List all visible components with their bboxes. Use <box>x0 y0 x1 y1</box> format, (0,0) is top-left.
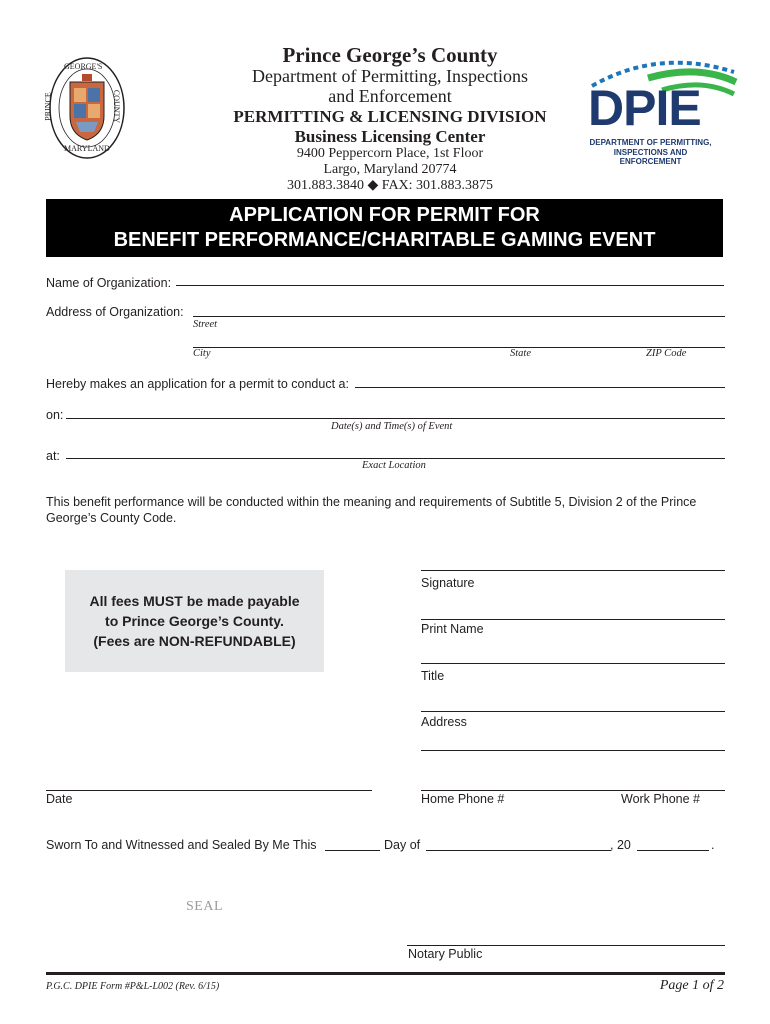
form-title-line-2: BENEFIT PERFORMANCE/CHARITABLE GAMING EVENT <box>113 229 656 251</box>
address-line-1: 9400 Peppercorn Place, 1st Floor <box>296 146 484 161</box>
division-name: PERMITTING & LICENSING DIVISION <box>233 107 547 126</box>
notary-field[interactable] <box>407 945 725 946</box>
sworn-month-field[interactable] <box>426 850 611 851</box>
home-phone-label: Home Phone # <box>421 792 505 806</box>
city-caption: City <box>193 348 211 359</box>
address-line-2: Largo, Maryland 20774 <box>323 162 457 177</box>
street-field[interactable] <box>193 316 725 317</box>
center-name: Business Licensing Center <box>294 127 486 146</box>
seal-right-text: COUNTY <box>112 89 122 124</box>
organization-address-label: Address of Organization: <box>46 305 184 319</box>
county-name: Prince George’s County <box>282 43 498 67</box>
logo-tagline-1: DEPARTMENT OF PERMITTING, <box>589 138 712 147</box>
form-id: P.G.C. DPIE Form #P&L-L002 (Rev. 6/15) <box>46 981 220 992</box>
footer-rule <box>46 972 725 975</box>
address-field-2[interactable] <box>421 750 725 751</box>
zip-caption: ZIP Code <box>646 348 687 359</box>
county-seal <box>43 56 126 160</box>
sworn-text-4: . <box>711 838 715 852</box>
notary-label: Notary Public <box>408 947 483 961</box>
seal-bottom-text: MARYLAND <box>64 144 110 153</box>
sworn-text-1: Sworn To and Witnessed and Sealed By Me This <box>46 838 317 852</box>
logo-tagline-2: INSPECTIONS AND ENFORCEMENT <box>613 148 688 166</box>
signature-label: Signature <box>421 576 475 590</box>
form-title <box>46 199 723 257</box>
location-caption: Exact Location <box>362 460 426 471</box>
department-name <box>190 66 590 106</box>
logo-mark: DPIE <box>588 80 701 136</box>
fees-line-3: (Fees are NON-REFUNDABLE) <box>93 633 296 649</box>
sworn-year-field[interactable] <box>637 850 709 851</box>
date-time-caption: Date(s) and Time(s) of Event <box>331 421 453 432</box>
date-field[interactable] <box>46 790 372 791</box>
signature-field[interactable] <box>421 570 725 571</box>
fees-line-1: All fees MUST be made payable <box>89 593 300 609</box>
office-address <box>190 146 590 194</box>
page-number: Page 1 of 2 <box>659 978 724 993</box>
application-label: Hereby makes an application for a permit to conduct a: <box>46 377 349 391</box>
department-line-2: and Enforcement <box>328 86 452 106</box>
address-field[interactable] <box>421 711 725 712</box>
fees-line-2: to Prince George’s County. <box>105 613 284 629</box>
statement-line-1: This benefit performance will be conducted within the meaning and requirements of Subtitle 5, Division 2 of the Prince <box>46 495 697 509</box>
phone-fax: 301.883.3840 ◆ FAX: 301.883.3875 <box>286 178 494 193</box>
date-label: Date <box>46 792 73 806</box>
statement-line-2: George’s County Code. <box>46 511 177 525</box>
at-label: at: <box>46 449 60 463</box>
title-label: Title <box>421 669 445 683</box>
phone-field[interactable] <box>421 790 725 791</box>
print-name-field[interactable] <box>421 619 725 620</box>
print-name-label: Print Name <box>421 622 484 636</box>
sworn-text-3: , 20 <box>610 838 631 852</box>
title-field[interactable] <box>421 663 725 664</box>
event-type-field[interactable] <box>355 387 725 388</box>
organization-name-field[interactable] <box>176 285 724 286</box>
organization-name-label: Name of Organization: <box>46 276 172 290</box>
address-label: Address <box>421 715 467 729</box>
state-caption: State <box>510 348 531 359</box>
compliance-statement <box>46 494 736 526</box>
event-location-field[interactable] <box>66 458 725 459</box>
work-phone-label: Work Phone # <box>621 792 700 806</box>
sworn-text-2: Day of <box>384 838 421 852</box>
dpie-logo <box>588 56 738 166</box>
seal-placeholder: SEAL <box>186 899 223 914</box>
seal-left-text: PRINCE <box>43 92 53 121</box>
street-caption: Street <box>193 319 218 330</box>
fees-notice <box>65 570 324 672</box>
form-title-line-1: APPLICATION FOR PERMIT FOR <box>229 204 540 226</box>
department-line-1: Department of Permitting, Inspections <box>252 66 528 86</box>
sworn-day-field[interactable] <box>325 850 380 851</box>
seal-top-text: GEORGE'S <box>64 62 103 71</box>
on-label: on: <box>46 408 64 422</box>
event-date-field[interactable] <box>66 418 725 419</box>
